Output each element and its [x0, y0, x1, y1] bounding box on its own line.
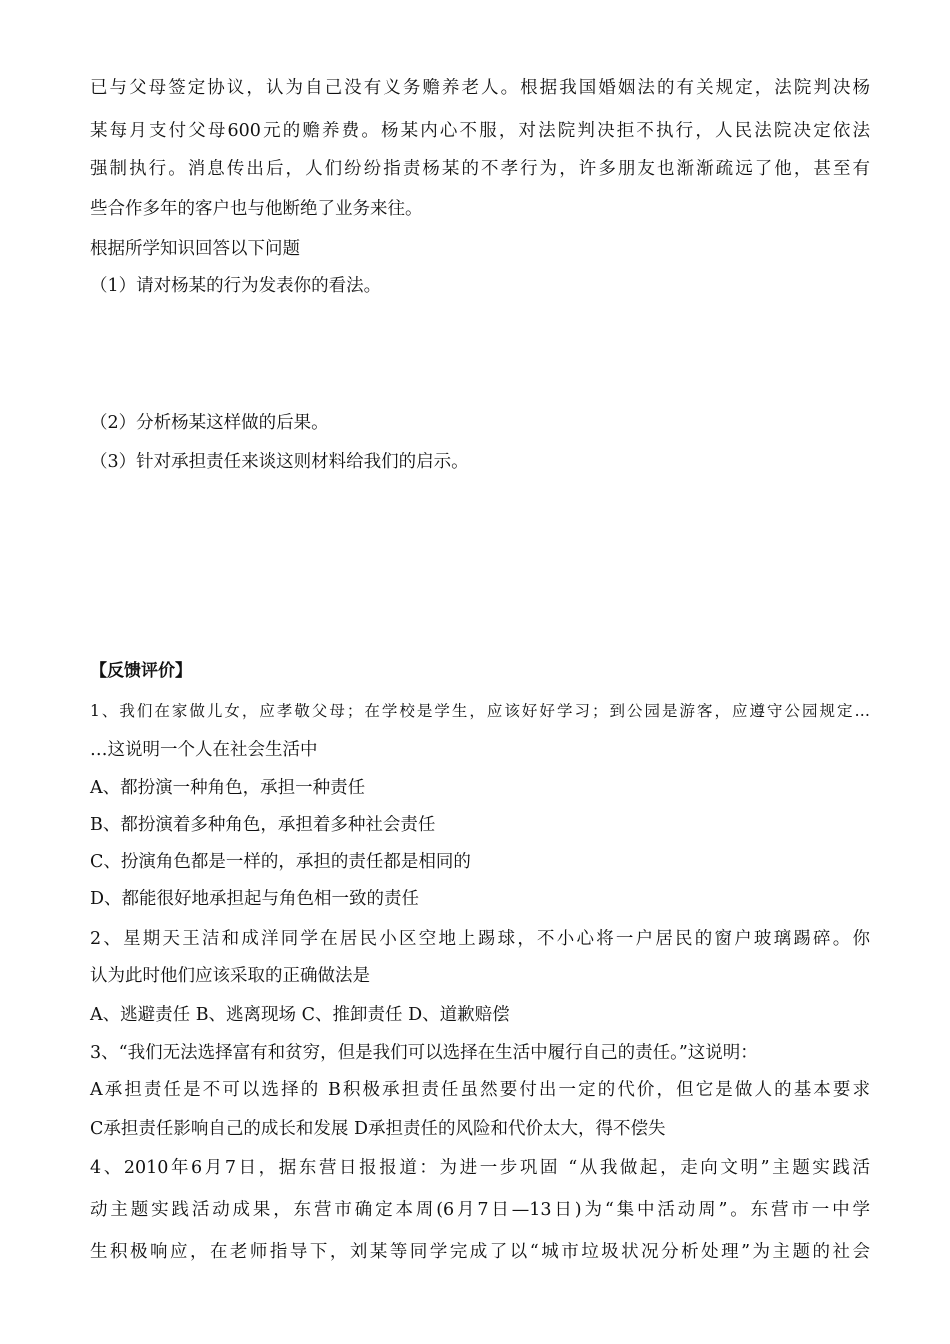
q3-options-ab: A承担责任是不可以选择的 B积极承担责任虽然要付出一定的代价，但它是做人的基本要求 [90, 1080, 870, 1100]
q2-stem-line-2: 认为此时他们应该采取的正确做法是 [90, 966, 370, 986]
q1-option-c: C、扮演角色都是一样的，承担的责任都是相同的 [90, 852, 471, 872]
q3-stem: 3、“我们无法选择富有和贫穷，但是我们可以选择在生活中履行自己的责任。”这说明： [90, 1043, 758, 1063]
sub-question-2: （2）分析杨某这样做的后果。 [90, 413, 329, 433]
q4-line-3: 生积极响应，在老师指导下，刘某等同学完成了以“城市垃圾状况分析处理”为主题的社会 [90, 1242, 870, 1262]
q1-option-b: B、都扮演着多种角色，承担着多种社会责任 [90, 815, 436, 835]
question-prompt: 根据所学知识回答以下问题 [90, 239, 300, 259]
q1-stem-line-1: 1、我们在家做儿女，应孝敬父母；在学校是学生，应该好好学习；到公园是游客，应遵守公园规定… [90, 702, 870, 720]
section-heading: 【反馈评价】 [90, 661, 192, 681]
material-line-1: 已与父母签定协议，认为自己没有义务赡养老人。根据我国婚姻法的有关规定，法院判决杨 [90, 78, 870, 98]
q1-stem-line-2: …这说明一个人在社会生活中 [90, 740, 318, 760]
material-line-3: 强制执行。消息传出后，人们纷纷指责杨某的不孝行为，许多朋友也渐渐疏远了他，甚至有 [90, 159, 870, 179]
material-line-2: 某每月支付父母600元的赡养费。杨某内心不服，对法院判决拒不执行，人民法院决定依法 [90, 121, 870, 141]
q2-stem-line-1: 2、星期天王洁和成洋同学在居民小区空地上踢球，不小心将一户居民的窗户玻璃踢碎。你 [90, 929, 870, 949]
q4-line-2: 动主题实践活动成果，东营市确定本周(6月7日—13日)为“集中活动周”。东营市一中学 [90, 1200, 870, 1220]
q1-option-d: D、都能很好地承担起与角色相一致的责任 [90, 889, 420, 909]
q1-option-a: A、都扮演一种角色，承担一种责任 [90, 778, 366, 798]
q3-options-cd: C承担责任影响自己的成长和发展 D承担责任的风险和代价太大，得不偿失 [90, 1119, 666, 1139]
sub-question-3: （3）针对承担责任来谈这则材料给我们的启示。 [90, 452, 469, 472]
q2-options: A、逃避责任 B、逃离现场 C、推卸责任 D、道歉赔偿 [90, 1005, 510, 1025]
q4-line-1: 4、2010年6月7日，据东营日报报道：为进一步巩固 “从我做起，走向文明”主题实践活 [90, 1158, 870, 1178]
material-line-4: 些合作多年的客户也与他断绝了业务来往。 [90, 199, 423, 219]
sub-question-1: （1）请对杨某的行为发表你的看法。 [90, 276, 382, 296]
